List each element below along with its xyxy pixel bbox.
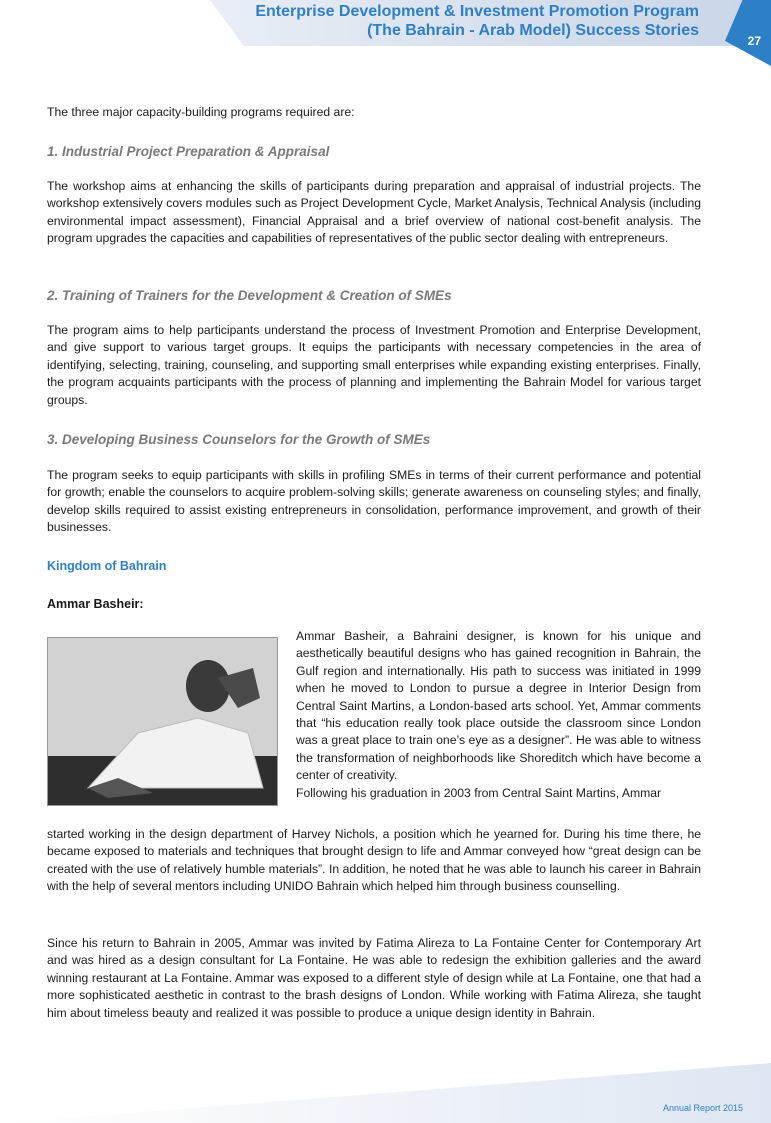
section-3-text: The program seeks to equip participants with skills in profiling SMEs in terms of their current performance and potential for growth; enable the counselors to acquire problem-solving skills; generate awareness on counseling styles; and finally, develop skills required to assist existing entrepreneurs in consolidation, performance improvement, and growth of their businesses. bbox=[47, 468, 701, 535]
final-paragraph: Since his return to Bahrain in 2005, Ammar was invited by Fatima Alireza to La Fontaine Center for Contemporary Art and was hired as a design consultant for La Fontaine. He was able to redesign the exhibition galleries and the award winning restaurant at La Fontaine. Ammar was exposed to a different style of design while at La Fontaine, one that had a more sophisticated aesthetic in contrast to the brash designs of London. While working with Fatima Alireza, she taught him about timeless beauty and realized it was possible to produce a unique design identity in Bahrain. bbox=[47, 936, 701, 1020]
section-1-heading: 1. Industrial Project Preparation & Appraisal bbox=[47, 144, 330, 159]
portrait-illustration bbox=[48, 638, 277, 805]
section-2-text: The program aims to help participants understand the process of Investment Promotion and Enterprise Development, and give support to various target groups. It equips the participants with necessary competencies in the area of identifying, selecting, training, counseling, and supporting small enterprises while expanding existing enterprises. Finally, the program acquaints participants with the process of planning and implementing the Bahrain Model for various target groups. bbox=[47, 323, 701, 407]
graduation-lead-text: Following his graduation in 2003 from Central Saint Martins, Ammar bbox=[296, 785, 662, 800]
footer-annual-report: Annual Report 2015 bbox=[662, 1103, 743, 1113]
graduation-paragraph: started working in the design department of Harvey Nichols, a position which he yearned for. During his time there, he became exposed to materials and techniques that brought design to life and Ammar conveyed how “great design can be created with the use of relatively humble materials”. In addition, he noted that he was able to launch his career in Bahrain with the help of several mentors including UNIDO Bahrain which helped him through business counselling. bbox=[47, 827, 701, 894]
person-name: Ammar Basheir: bbox=[47, 597, 144, 611]
photo-side-paragraph bbox=[296, 628, 701, 802]
header-title-line-2: (The Bahrain - Arab Model) Success Stories bbox=[367, 22, 699, 39]
page-header-title bbox=[255, 2, 699, 40]
portrait-photo bbox=[47, 637, 278, 806]
page-number: 27 bbox=[747, 34, 761, 48]
section-3-heading: 3. Developing Business Counselors for the Growth of SMEs bbox=[47, 432, 431, 447]
section-1-text: The workshop aims at enhancing the skills of participants during preparation and appraisal of industrial projects. The workshop extensively covers modules such as Project Development Cycle, Market Analysis, Technical Analysis (including environmental impact assessment), Financial Appraisal and a brief overview of national cost-benefit analysis. The program upgrades the capacities and capabilities of representatives of the public sector dealing with entrepreneurs. bbox=[47, 179, 701, 246]
intro-text: The three major capacity-building programs required are: bbox=[47, 105, 355, 119]
section-2-heading: 2. Training of Trainers for the Development & Creation of SMEs bbox=[47, 288, 452, 303]
bio-intro-text: Ammar Basheir, a Bahraini designer, is known for his unique and aesthetically beautiful designs who has gained recognition in Bahrain, the Gulf region and internationally. His path to success was initiated in 1999 when he moved to London to pursue a degree in Interior Design from Central Saint Martins, a London-based arts school. Yet, Ammar comments that “his education really took place outside the classroom since London was a great place to train one’s eye as a designer”. He was able to witness the transformation of neighborhoods like Shoreditch which have become a center of creativity. bbox=[296, 629, 701, 783]
footer-banner bbox=[0, 1063, 771, 1123]
country-heading: Kingdom of Bahrain bbox=[47, 559, 167, 573]
header-title-line-1: Enterprise Development & Investment Promotion Program bbox=[255, 3, 699, 20]
